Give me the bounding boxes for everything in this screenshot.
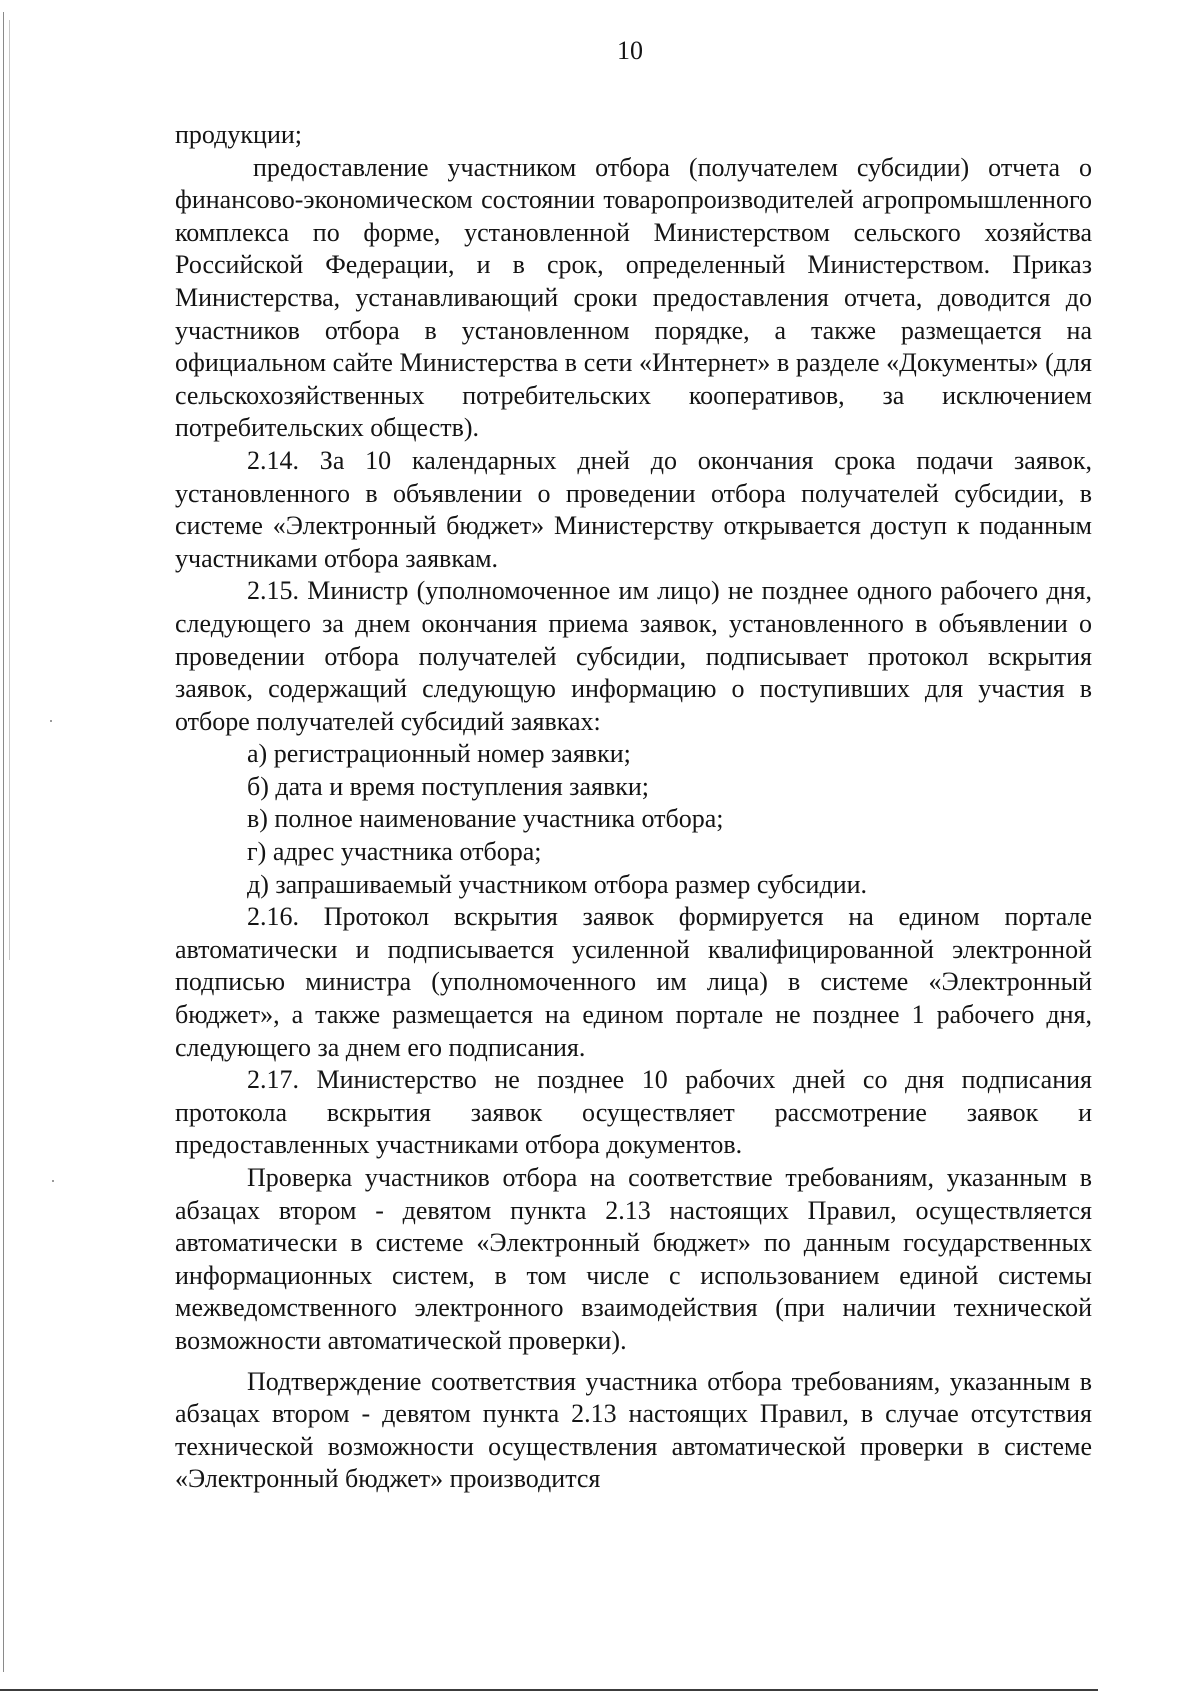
paragraph: предоставление участником отбора (получателем субсидии) отчета о финансово-экономическом состоянии товаропроизводителей агропромышленного комплекса по форме, установленной Министерством сельского хозяйства Российской Федерации, и в срок, определенный Министерством. Приказ Министерства, устанавливающий сроки предоставления отчета, доводится до участников отбора в установленном порядке, а также размещается на официальном сайте Министерства в сети «Интернет» в разделе «Документы» (для сельскохозяйственных потребительских кооперативов, за исключением потребительских обществ).: [175, 152, 1092, 443]
scan-speck: [52, 1180, 54, 1182]
list-item: б) дата и время поступления заявки;: [247, 771, 649, 801]
paragraph-2-15: 2.15. Министр (уполномоченное им лицо) не позднее одного рабочего дня, следующего за днем окончания приема заявок, установленного в объявлении о проведении отбора получателей субсидии, подписывает протокол вскрытия заявок, содержащий следующую информацию о поступивших для участия в отборе получателей субсидий заявках:: [175, 576, 1092, 736]
paragraph: продукции;: [175, 120, 302, 149]
scan-speck: [50, 720, 52, 722]
document-body: [175, 119, 1092, 1496]
paragraph: Проверка участников отбора на соответствие требованиям, указанным в абзацах втором - девятом пункта 2.13 настоящих Правил, осуществляется автоматически в системе «Электронный бюджет» по данным государственных информационных систем, в том числе с использованием единой системы межведомственного электронного взаимодействия (при наличии технической возможности автоматической проверки).: [175, 1163, 1092, 1355]
paragraph: Подтверждение соответствия участника отбора требованиям, указанным в абзацах втором - девятом пункта 2.13 настоящих Правил, в случае отсутствия технической возможности осуществления автоматической проверки в системе «Электронный бюджет» производится: [175, 1366, 1092, 1494]
scan-edge-line-faint: [9, 20, 10, 960]
paragraph-2-14: 2.14. За 10 календарных дней до окончания срока подачи заявок, установленного в объявлении о проведении отбора получателей субсидии, в системе «Электронный бюджет» Министерству открывается доступ к поданным участниками отбора заявкам.: [175, 445, 1092, 573]
list-item: в) полное наименование участника отбора;: [247, 804, 724, 834]
page-number: 10: [617, 36, 643, 65]
paragraph-2-17: 2.17. Министерство не позднее 10 рабочих дней со дня подписания протокола вскрытия заявок осуществляет рассмотрение заявок и предоставленных участниками отбора документов.: [175, 1065, 1092, 1160]
list-item: д) запрашиваемый участником отбора размер субсидии.: [247, 869, 868, 899]
list-item: г) адрес участника отбора;: [247, 837, 542, 867]
list-item: а) регистрационный номер заявки;: [247, 739, 631, 769]
paragraph-2-16: 2.16. Протокол вскрытия заявок формируется на едином портале автоматически и подписывается усиленной квалифицированной электронной подписью министра (уполномоченного им лица) в системе «Электронный бюджет», а также размещается на едином портале не позднее 1 рабочего дня, следующего за днем его подписания.: [175, 902, 1092, 1062]
scan-edge-line: [3, 12, 4, 1672]
scan-bottom-line: [0, 1689, 1098, 1691]
